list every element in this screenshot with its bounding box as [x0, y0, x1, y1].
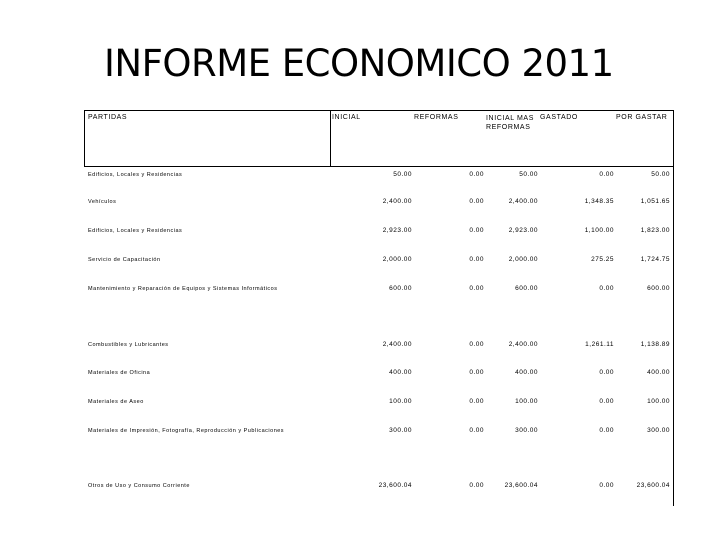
- cell-gastado: 0.00: [599, 398, 614, 405]
- cell-gastado: 0.00: [599, 427, 614, 434]
- header-por-gastar: POR GASTAR: [616, 114, 668, 121]
- row-label: Materiales de Impresión, Fotografía, Reproducción y Publicaciones: [88, 428, 285, 434]
- cell-por-gastar: 50.00: [651, 171, 670, 178]
- cell-total: 600.00: [515, 285, 538, 292]
- cell-gastado: 0.00: [599, 369, 614, 376]
- cell-por-gastar: 400.00: [647, 369, 670, 376]
- cell-gastado: 0.00: [599, 285, 614, 292]
- cell-inicial: 2,923.00: [382, 227, 412, 234]
- cell-por-gastar: 1,823.00: [640, 227, 670, 234]
- cell-gastado: 275.25: [591, 256, 614, 263]
- cell-inicial: 23,600.04: [378, 482, 412, 489]
- row-label: Otros de Uso y Consumo Corriente: [88, 483, 190, 489]
- row-label: Vehículos: [88, 199, 117, 205]
- cell-total: 400.00: [515, 369, 538, 376]
- cell-inicial: 2,400.00: [382, 198, 412, 205]
- cell-total: 100.00: [515, 398, 538, 405]
- cell-inicial: 2,400.00: [382, 341, 412, 348]
- row-label: Edificios, Locales y Residencias: [88, 228, 183, 234]
- cell-por-gastar: 1,051.65: [640, 198, 670, 205]
- cell-por-gastar: 1,724.75: [640, 256, 670, 263]
- cell-reformas: 0.00: [469, 198, 484, 205]
- table-top-border: [84, 110, 674, 111]
- cell-total: 50.00: [519, 171, 538, 178]
- col-divider: [330, 110, 331, 166]
- cell-total: 2,000.00: [508, 256, 538, 263]
- cell-gastado: 1,100.00: [584, 227, 614, 234]
- row-label: Materiales de Aseo: [88, 399, 144, 405]
- cell-total: 2,400.00: [508, 341, 538, 348]
- cell-reformas: 0.00: [469, 227, 484, 234]
- cell-inicial: 300.00: [389, 427, 412, 434]
- cell-total: 2,923.00: [508, 227, 538, 234]
- cell-reformas: 0.00: [469, 171, 484, 178]
- page-title: INFORME ECONOMICO 2011: [104, 42, 614, 85]
- cell-reformas: 0.00: [469, 256, 484, 263]
- cell-total: 2,400.00: [508, 198, 538, 205]
- cell-inicial: 100.00: [389, 398, 412, 405]
- cell-por-gastar: 100.00: [647, 398, 670, 405]
- header-gastado: GASTADO: [540, 114, 578, 121]
- cell-gastado: 1,261.11: [585, 341, 614, 348]
- row-label: Mantenimiento y Reparación de Equipos y Sistemas Informáticos: [88, 286, 278, 292]
- cell-inicial: 50.00: [393, 171, 412, 178]
- header-inicial: INICIAL: [332, 114, 361, 121]
- cell-reformas: 0.00: [469, 482, 484, 489]
- row-label: Edificios, Locales y Residencias: [88, 172, 183, 178]
- row-label: Materiales de Oficina: [88, 370, 151, 376]
- cell-inicial: 400.00: [389, 369, 412, 376]
- table-right-border: [673, 110, 674, 506]
- cell-por-gastar: 300.00: [647, 427, 670, 434]
- header-bottom-border: [84, 166, 674, 167]
- cell-inicial: 2,000.00: [382, 256, 412, 263]
- cell-reformas: 0.00: [469, 341, 484, 348]
- cell-reformas: 0.00: [469, 285, 484, 292]
- cell-por-gastar: 23,600.04: [636, 482, 670, 489]
- cell-reformas: 0.00: [469, 369, 484, 376]
- cell-gastado: 0.00: [599, 171, 614, 178]
- budget-table: [84, 110, 674, 506]
- cell-reformas: 0.00: [469, 398, 484, 405]
- cell-gastado: 1,348.35: [584, 198, 614, 205]
- table-left-border: [84, 110, 85, 166]
- cell-total: 300.00: [515, 427, 538, 434]
- header-reformas: REFORMAS: [414, 114, 459, 121]
- header-partidas: PARTIDAS: [88, 114, 128, 121]
- cell-por-gastar: 1,138.89: [640, 341, 670, 348]
- cell-por-gastar: 600.00: [647, 285, 670, 292]
- cell-inicial: 600.00: [389, 285, 412, 292]
- cell-total: 23,600.04: [504, 482, 538, 489]
- cell-reformas: 0.00: [469, 427, 484, 434]
- row-label: Servicio de Capacitación: [88, 257, 161, 263]
- cell-gastado: 0.00: [599, 482, 614, 489]
- row-label: Combustibles y Lubricantes: [88, 342, 169, 348]
- header-inicial-mas-reformas: INICIAL MAS REFORMAS: [486, 115, 534, 131]
